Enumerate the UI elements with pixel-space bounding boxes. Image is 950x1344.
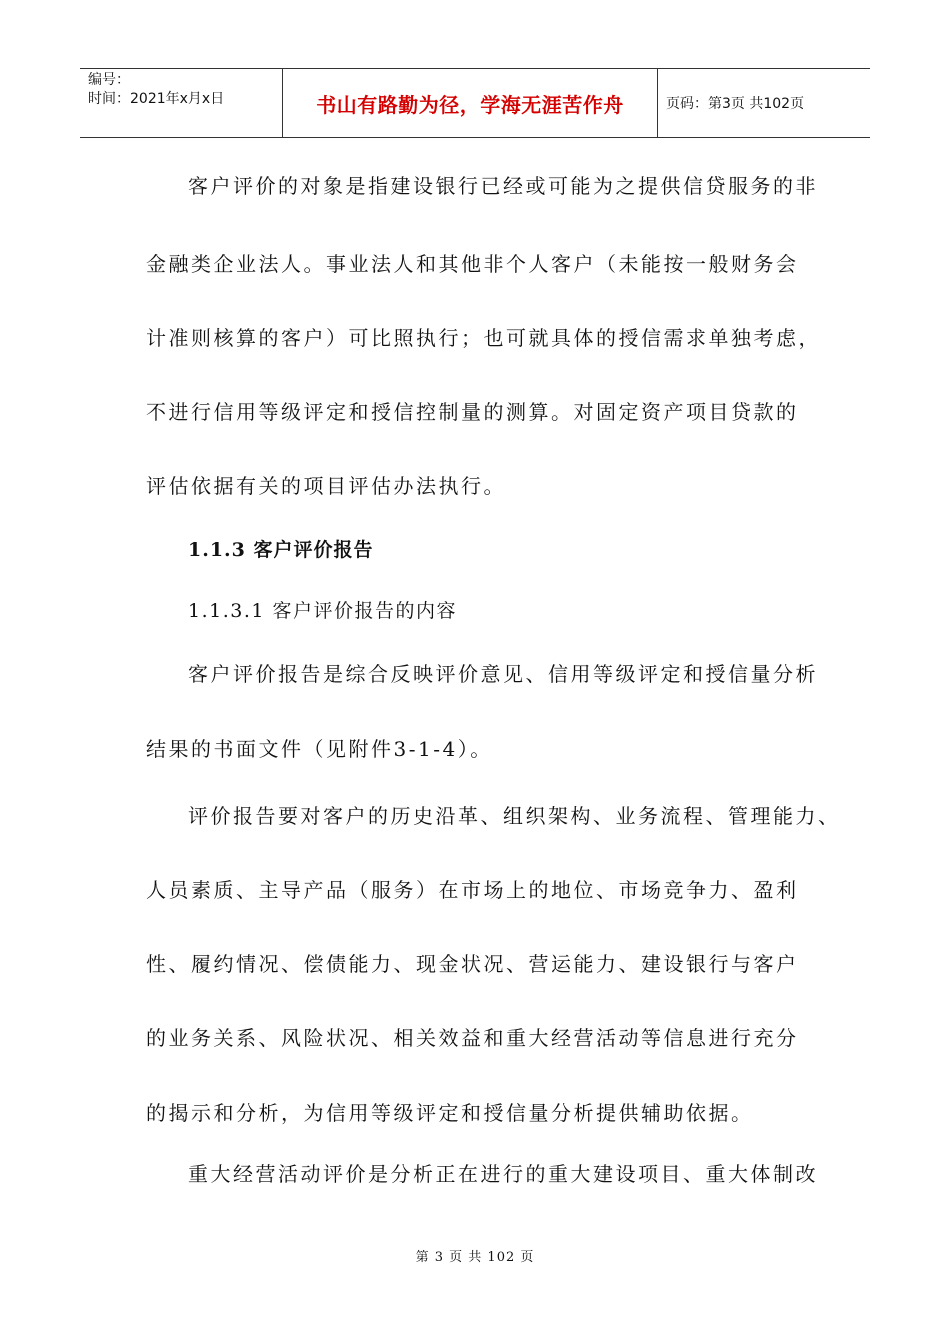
section-heading: 1.1.3 客户评价报告	[188, 539, 374, 561]
paragraph-line: 计准则核算的客户）可比照执行；也可就具体的授信需求单独考虑，	[146, 326, 821, 350]
paragraph-line: 客户评价报告是综合反映评价意见、信用等级评定和授信量分析	[188, 662, 818, 686]
page-header	[80, 68, 870, 138]
paragraph-line: 性、履约情况、偿债能力、现金状况、营运能力、建设银行与客户	[146, 952, 799, 976]
paragraph-line: 评估依据有关的项目评估办法执行。	[146, 474, 506, 498]
paragraph-line: 的揭示和分析，为信用等级评定和授信量分析提供辅助依据。	[146, 1101, 754, 1125]
paragraph-line: 不进行信用等级评定和授信控制量的测算。对固定资产项目贷款的	[146, 400, 799, 424]
page-footer: 第 3 页 共 102 页	[415, 1250, 535, 1265]
header-page-info: 页码：第3页 共102页	[666, 96, 805, 112]
header-motto: 书山有路勤为径，学海无涯苦作舟	[283, 69, 658, 137]
document-time-label: 时间：2021年x月x日	[88, 91, 225, 107]
paragraph-line: 评价报告要对客户的历史沿革、组织架构、业务流程、管理能力、	[188, 804, 841, 828]
paragraph-line: 金融类企业法人。事业法人和其他非个人客户（未能按一般财务会	[146, 252, 799, 276]
document-number-label: 编号：	[88, 72, 130, 88]
header-meta	[80, 69, 283, 137]
paragraph-line: 结果的书面文件（见附件3-1-4）。	[146, 737, 493, 761]
subsection-heading: 1.1.3.1 客户评价报告的内容	[188, 600, 458, 622]
paragraph-line: 人员素质、主导产品（服务）在市场上的地位、市场竞争力、盈利	[146, 878, 799, 902]
paragraph-line: 客户评价的对象是指建设银行已经或可能为之提供信贷服务的非	[188, 174, 818, 198]
paragraph-line: 重大经营活动评价是分析正在进行的重大建设项目、重大体制改	[188, 1162, 818, 1186]
paragraph-line: 的业务关系、风险状况、相关效益和重大经营活动等信息进行充分	[146, 1026, 799, 1050]
